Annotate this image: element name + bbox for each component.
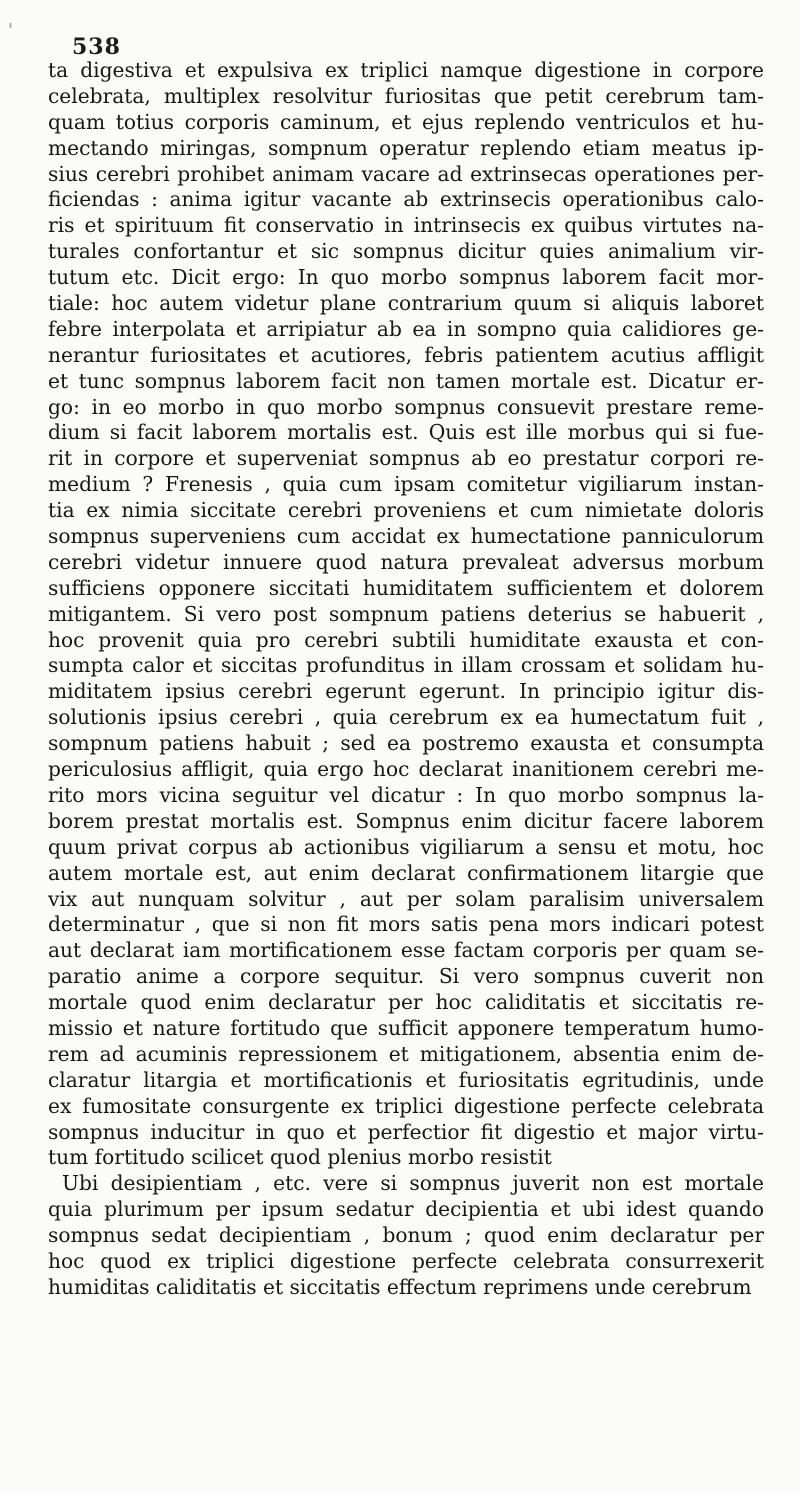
text-line: ris et spirituum fit conservatio in intrinsecis ex quibus virtutes na- bbox=[48, 213, 764, 238]
text-line: periculosius affligit, quia ergo hoc declarat inanitionem cerebri me- bbox=[48, 757, 764, 782]
text-line: sius cerebri prohibet animam vacare ad extrinsecas operationes per- bbox=[48, 161, 764, 186]
text-line: quam totius corporis caminum, et ejus replendo ventriculos et hu- bbox=[48, 109, 764, 134]
text-line: medium ? Frenesis , quia cum ipsam comitetur vigiliarum instan- bbox=[48, 472, 764, 497]
text-line: rit in corpore et superveniat sompnus ab eo prestatur corpori re- bbox=[48, 446, 764, 471]
text-line: sompnum patiens habuit ; sed ea postremo exausta et consumpta bbox=[48, 731, 764, 756]
text-line: sufficiens opponere siccitati humiditatem sufficientem et dolorem bbox=[48, 575, 764, 600]
text-line: hoc quod ex triplici digestione perfecte celebrata consurrexerit bbox=[48, 1248, 764, 1273]
text-line: mectando miringas, sompnum operatur replendo etiam meatus ip- bbox=[48, 135, 764, 160]
text-line: sumpta calor et siccitas profunditus in illam crossam et solidam hu- bbox=[48, 653, 764, 678]
text-line: aut declarat iam mortificationem esse factam corporis per quam se- bbox=[48, 938, 764, 963]
text-line: rem ad acuminis repressionem et mitigationem, absentia enim de- bbox=[48, 1041, 764, 1066]
body-text bbox=[48, 58, 764, 1301]
text-line: mitigantem. Si vero post sompnum patiens deterius se habuerit , bbox=[48, 601, 764, 626]
text-line: febre interpolata et arripiatur ab ea in sompno quia calidiores ge- bbox=[48, 316, 764, 341]
text-line: tutum etc. Dicit ergo: In quo morbo sompnus laborem facit mor- bbox=[48, 265, 764, 290]
text-line: autem mortale est, aut enim declarat confirmationem litargie que bbox=[48, 860, 764, 885]
text-line: hoc provenit quia pro cerebri subtili humiditate exausta et con- bbox=[48, 627, 764, 652]
margin-speck: ' bbox=[8, 20, 13, 41]
text-line: dium si facit laborem mortalis est. Quis est ille morbus qui si fue- bbox=[48, 420, 764, 445]
text-line: cerebri videtur innuere quod natura prevaleat adversus morbum bbox=[48, 549, 764, 574]
text-line: ta digestiva et expulsiva ex triplici namque digestione in corpore bbox=[48, 58, 764, 82]
text-line: quia plurimum per ipsum sedatur decipientia et ubi idest quando bbox=[48, 1197, 764, 1222]
text-line: tia ex nimia siccitate cerebri proveniens et cum nimietate doloris bbox=[48, 498, 764, 523]
text-line: missio et nature fortitudo que sufficit apponere temperatum humo- bbox=[48, 1015, 764, 1040]
text-line: sompnus inducitur in quo et perfectior fit digestio et major virtu- bbox=[48, 1119, 764, 1144]
page-number: 538 bbox=[72, 34, 121, 60]
text-line: quum privat corpus ab actionibus vigiliarum a sensu et motu, hoc bbox=[48, 834, 764, 859]
text-line: tiale: hoc autem videtur plane contrarium quum si aliquis laboret bbox=[48, 291, 764, 316]
text-line: vix aut nunquam solvitur , aut per solam paralisim universalem bbox=[48, 886, 764, 911]
text-line: ex fumositate consurgente ex triplici digestione perfecte celebrata bbox=[48, 1093, 764, 1118]
text-line: paratio anime a corpore sequitur. Si vero sompnus cuverit non bbox=[48, 964, 764, 989]
text-line: borem prestat mortalis est. Sompnus enim dicitur facere laborem bbox=[48, 808, 764, 833]
text-line: humiditas caliditatis et siccitatis effectum reprimens unde cerebrum bbox=[48, 1274, 752, 1299]
text-line: determinatur , que si non fit mors satis pena mors indicari potest bbox=[48, 912, 764, 937]
text-line: sompnus sedat decipientiam , bonum ; quod enim declaratur per bbox=[48, 1223, 764, 1248]
text-line: sompnus superveniens cum accidat ex humectatione panniculorum bbox=[48, 524, 764, 549]
text-line: celebrata, multiplex resolvitur furiositas que petit cerebrum tam- bbox=[48, 83, 764, 108]
text-line: ficiendas : anima igitur vacante ab extrinsecis operationibus calo- bbox=[48, 187, 764, 212]
text-line: mortale quod enim declaratur per hoc caliditatis et siccitatis re- bbox=[48, 990, 764, 1015]
text-line: turales confortantur et sic sompnus dicitur quies animalium vir- bbox=[48, 239, 764, 264]
text-line: tum fortitudo scilicet quod plenius morbo resistit bbox=[48, 1145, 552, 1170]
text-line: rito mors vicina seguitur vel dicatur : In quo morbo sompnus la- bbox=[48, 782, 764, 807]
text-line: Ubi desipientiam , etc. vere si sompnus juverit non est mortale bbox=[62, 1171, 764, 1196]
text-line: claratur litargia et mortificationis et furiositatis egritudinis, unde bbox=[48, 1067, 764, 1092]
text-line: solutionis ipsius cerebri , quia cerebrum ex ea humectatum fuit , bbox=[48, 705, 764, 730]
text-line: nerantur furiositates et acutiores, febris patientem acutius affligit bbox=[48, 342, 764, 367]
text-line: go: in eo morbo in quo morbo sompnus consuevit prestare reme- bbox=[48, 394, 764, 419]
text-line: miditatem ipsius cerebri egerunt egerunt. In principio igitur dis- bbox=[48, 679, 764, 704]
text-line: et tunc sompnus laborem facit non tamen mortale est. Dicatur er- bbox=[48, 368, 764, 393]
